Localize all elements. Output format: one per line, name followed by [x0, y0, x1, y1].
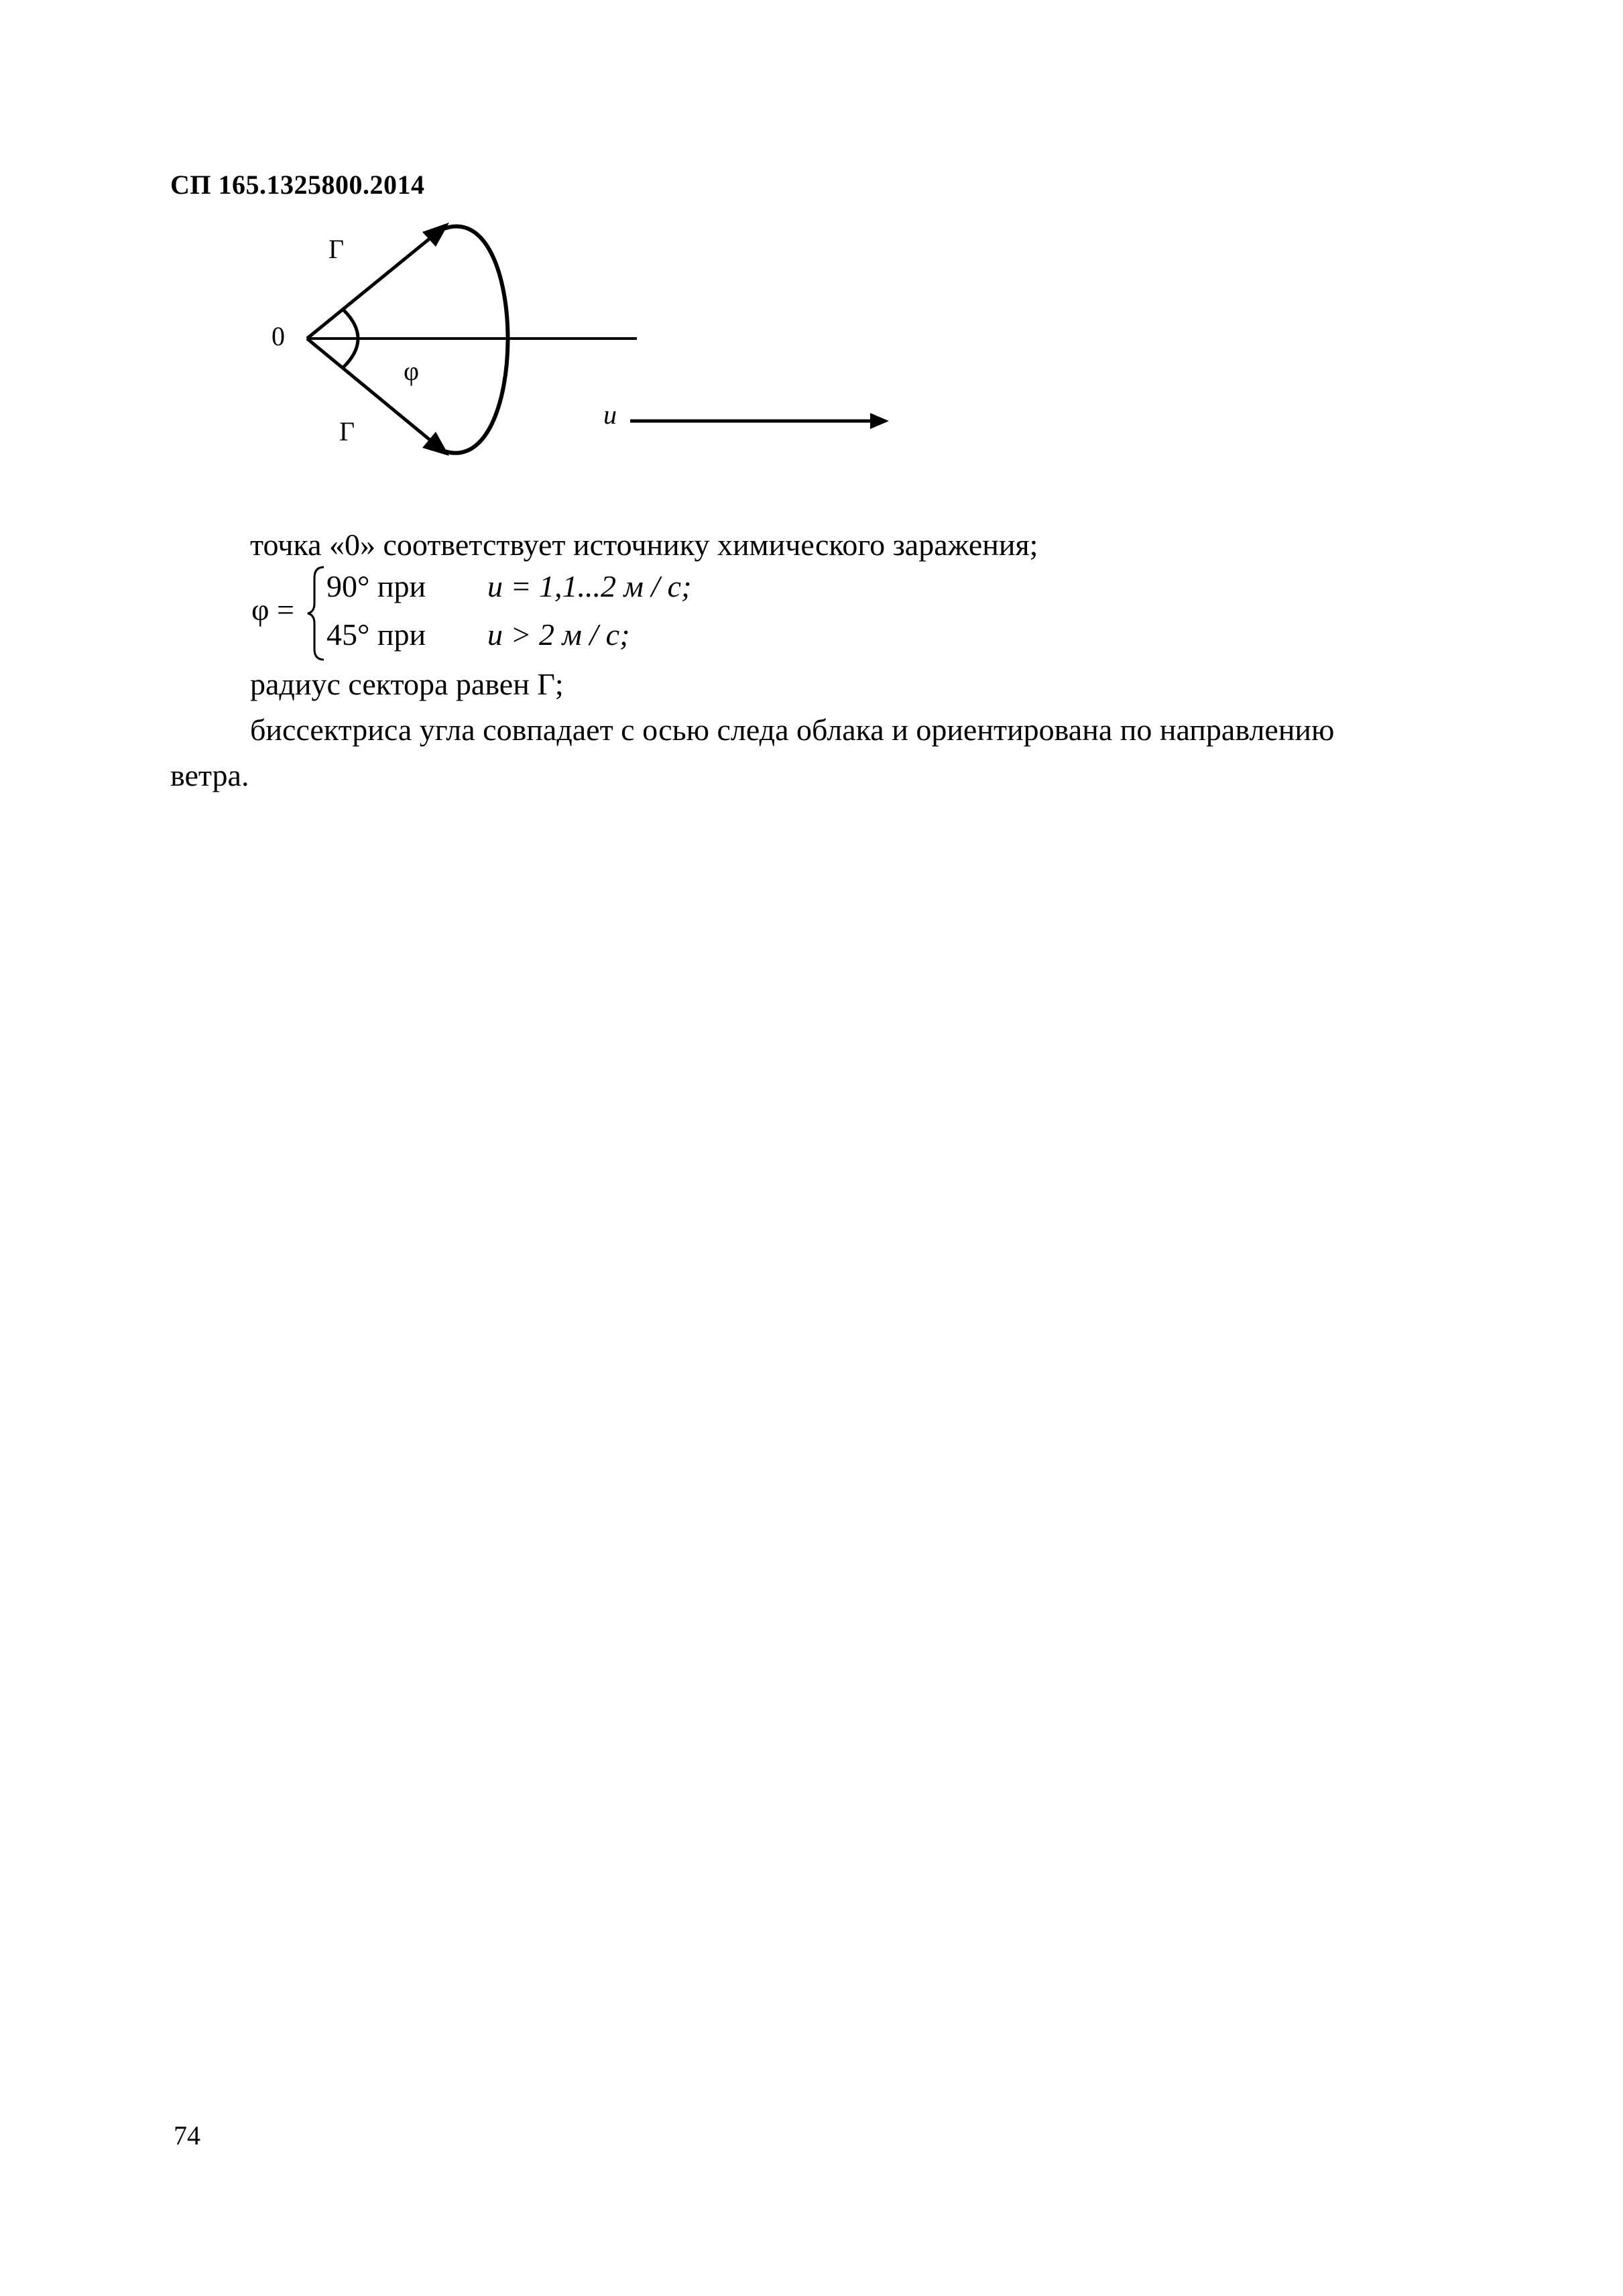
curly-brace: [306, 563, 326, 664]
phi-formula: [251, 563, 855, 664]
paragraph-sector-radius: радиус сектора равен Г;: [250, 667, 564, 701]
paragraph-bisector-continued: ветра.: [170, 758, 249, 792]
case-2-value: 45° при: [326, 617, 426, 652]
formula-case-2: [326, 617, 629, 652]
paragraph-source-point: точка «0» соответствует источнику химического заражения;: [250, 528, 1038, 562]
label-upper-gamma: Г: [328, 234, 345, 264]
formula-lhs: φ =: [251, 593, 294, 627]
case-1-condition: u = 1,1...2 м / с;: [487, 569, 692, 603]
formula-case-1: [326, 568, 691, 604]
label-lower-gamma: Г: [339, 416, 355, 446]
wind-arrowhead: [870, 413, 889, 429]
sector-diagram: [255, 215, 912, 469]
document-code-header: СП 165.1325800.2014: [170, 170, 425, 200]
case-1-value: 90° при: [326, 569, 426, 603]
label-origin-point: 0: [272, 321, 285, 351]
label-angle-phi: φ: [404, 356, 420, 386]
label-wind-speed: u: [603, 400, 617, 430]
case-2-condition: u > 2 м / с;: [487, 617, 630, 652]
sector-lower-ray: [307, 339, 441, 449]
page-number: 74: [174, 2120, 200, 2151]
paragraph-bisector: биссектриса угла совпадает с осью следа облака и ориентирована по направлению: [250, 713, 1335, 747]
sector-upper-ray: [307, 229, 441, 339]
